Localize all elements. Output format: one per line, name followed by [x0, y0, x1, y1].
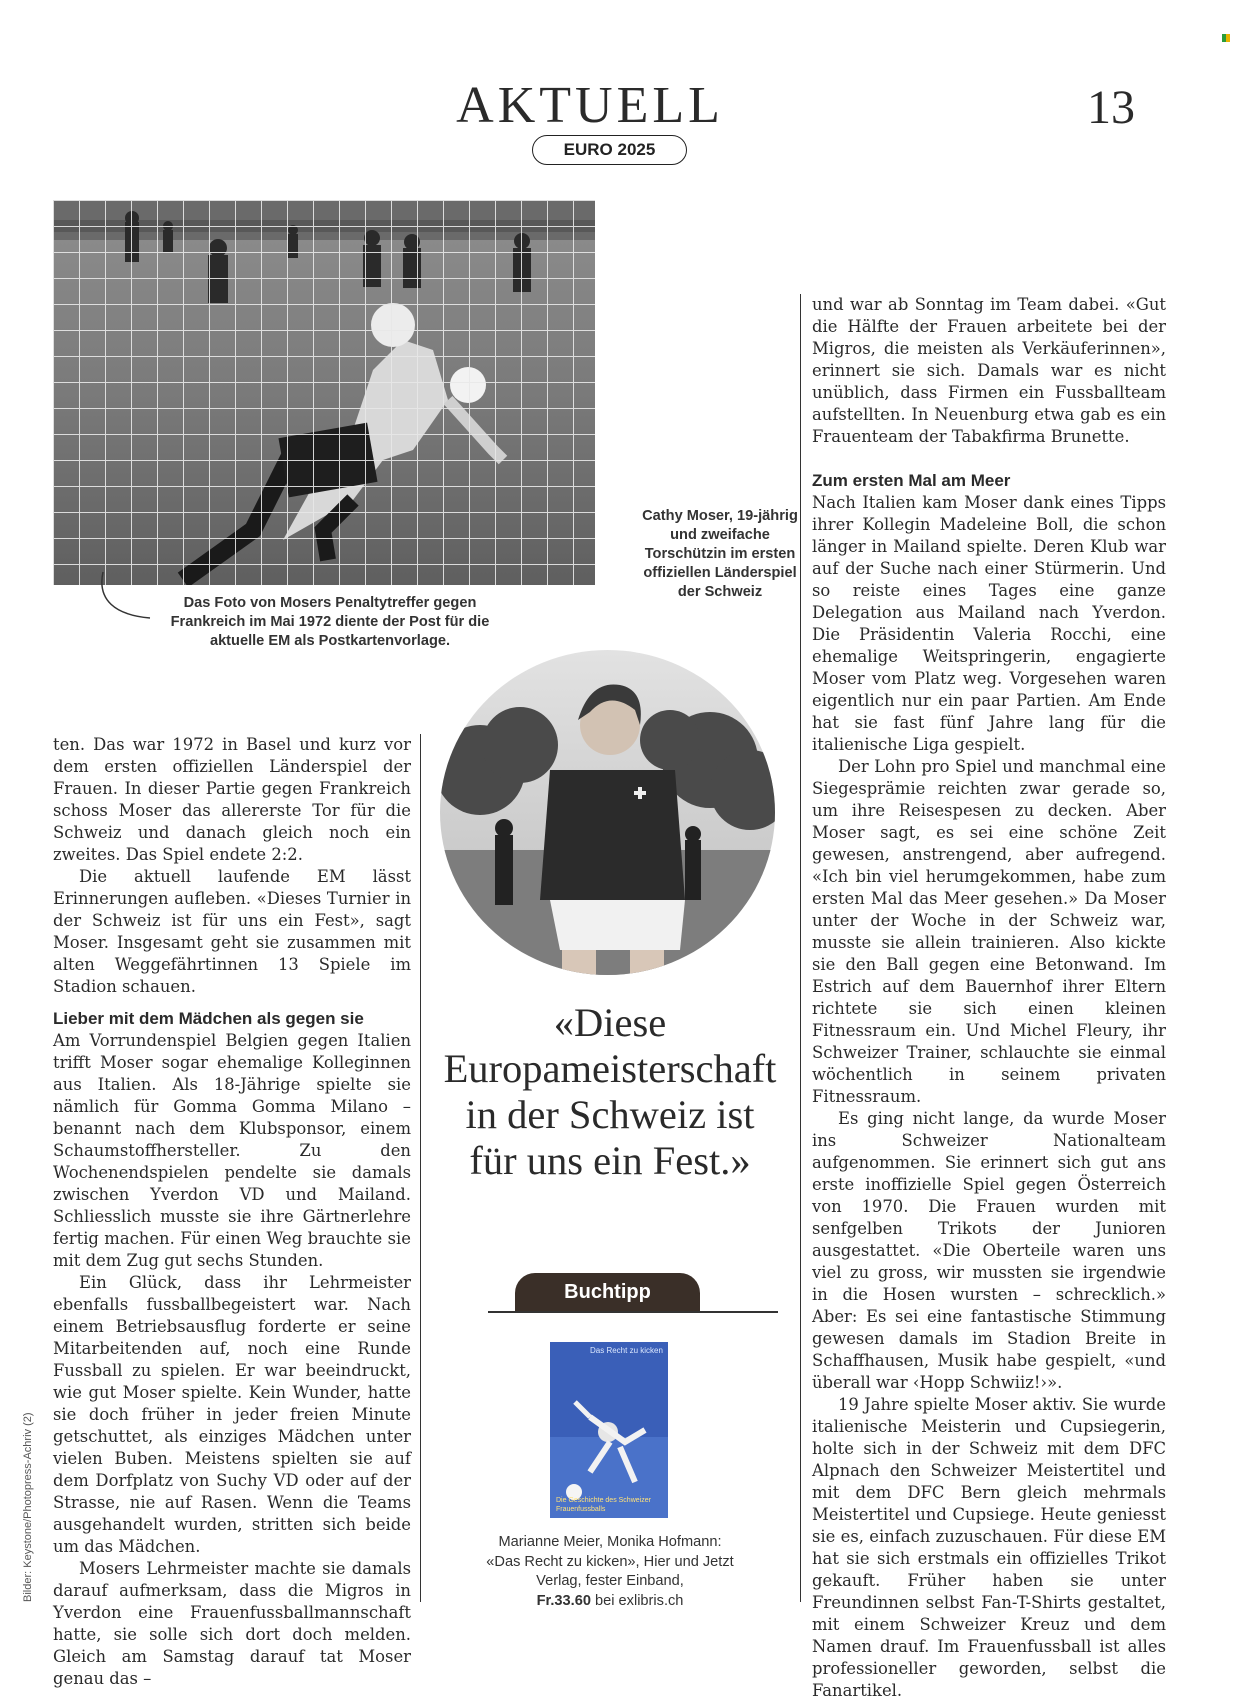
book-title-publisher: «Das Recht zu kicken», Hier und Jetzt Verlag, fester Einband, [486, 1553, 734, 1589]
paragraph: und war ab Sonntag im Team dabei. «Gut die Hälfte der Frauen arbeitete bei der Migros, die meisten als Verkäuferinnen», erinnert sie sich. Damals war es nicht unüblich, dass Firmen ein Fussballteam aufstellten. In Neuenburg etwa gab es ein Frauenteam der Tabakfirma Brunette. [812, 295, 1166, 446]
paragraph: Der Lohn pro Spiel und manchmal eine Siegesprämie reichten zwar gerade so, um ihre Reisespesen zu decken. Aber Moser sagt, es sei eine schöne Zeit gewesen, anstrengend, aber aufregend. «Ich bin viel herumgekommen, habe zum ersten Mal das Meer gesehen.» Da Moser unter der Woche in der Schweiz war, musste sie allein trainieren. Also kickte sie den Ball gegen eine Betonwand. Im Estrich auf dem Bauernhof ihrer Eltern richtete sie sich einen kleinen Fitnessraum ein. Und Michel Fleury, ihr Schweizer Trainer, schlauchte sie einmal wöchentlich in seinem privaten Fitnessraum. [812, 757, 1166, 1106]
paragraph: ten. Das war 1972 in Basel und kurz vor dem ersten offiziellen Länderspiel der Frauen. In dieser Partie gegen Frankreich schoss Moser das allererste Tor für die Schweiz und danach gleich noch ein zweites. Das Spiel endete 2:2. [53, 735, 411, 864]
book-cover-subtitle: Die Geschichte des Schweizer Frauenfussballs [556, 1497, 651, 1513]
paragraph: Die aktuell laufende EM lässt Erinnerungen aufleben. «Dieses Turnier in der Schweiz ist für uns ein Fest», sagt Moser. Insgesamt geht sie zusammen mit alten Weggefährtinnen 13 Spiele im Stadion schauen. [53, 867, 411, 996]
corner-color-mark [1222, 34, 1230, 42]
paragraph: Es ging nicht lange, da wurde Moser ins Schweizer Nationalteam aufgenommen. Sie erinnert sich gut ans erste inoffizielle Spiel gegen Österreich von 1970. Die Frauen wurden mit senfgelben Trikots der Junioren ausgestattet. «Die Oberteile waren uns viel zu gross, wir mussten sie irgendwie in die Hosen wursten – schrecklich.» Aber: Es sei eine fantastische Stimmung gewesen damals im Stadion Breite in Schaffhausen, Musik habe gespielt, «und überall war ‹Hopp Schwiiz!›». [812, 1109, 1166, 1392]
paragraph: 19 Jahre spielte Moser aktiv. Sie wurde italienische Meisterin und Cupsiegerin, holte sich in der Schweiz mit dem DFC Alpnach den Schweizer Meistertitel und mit dem DFC Bern gleich mehrmals Meistertitel und Cupsiege. Heute geniesst sie es, einfach zuzuschauen. Für diese EM hat sie sich erstmals ein offizielles Trikot gekauft. Früher haben sie unter Freundinnen selbst Fan-T-Shirts gestaltet, mit einem Schweizer Kreuz und dem Namen drauf. Im Frauenfussball ist alles professioneller geworden, selbst die Fanartikel. [812, 1395, 1166, 1700]
column-rule-left [420, 734, 421, 1602]
book-tip-header: Buchtipp [515, 1273, 700, 1311]
right-column [812, 294, 1166, 1702]
section-title: AKTUELL [456, 77, 724, 134]
book-shop: bei exlibris.ch [590, 1592, 684, 1609]
subheading: Zum ersten Mal am Meer [812, 471, 1011, 490]
subheading: Lieber mit dem Mädchen als gegen sie [53, 1009, 364, 1028]
paragraph: Ein Glück, dass ihr Lehrmeister ebenfalls fussballbegeistert war. Nach einem Betriebsausflug forderte er seine Mitarbeitenden auf, noch eine Runde Fussball zu spielen. Er war beeindruckt, wie gut Moser spielte. Kein Wunder, hatte sie doch früher in jeder freien Minute getschuttet, als einziges Mädchen unter vielen Buben. Meistens spielten sie auf dem Dorfplatz von Suchy VD oder auf der Strasse, nie auf Rasen. Wenn die Teams ausgehandelt wurden, stritten sich beide um das Mädchen. [53, 1273, 411, 1556]
book-caption [470, 1533, 750, 1611]
paragraph: Am Vorrundenspiel Belgien gegen Italien trifft Moser sogar ehemalige Kolleginnen aus Italien. Als 18-Jährige spielte sie nämlich für Gomma Gomma Milano – benannt nach dem Klubsponsor, einem Schaumstoffhersteller. Zu den Wochenendspielen pendelte sie damals zwischen Yverdon VD und Mailand. Schliesslich musste sie ihre Gärtnerlehre fertig machen. Für einen Weg brauchte sie mit dem Zug gut sechs Stunden. [53, 1031, 411, 1270]
book-authors: Marianne Meier, Monika Hofmann: [498, 1534, 722, 1550]
main-photo-caption: Das Foto von Mosers Penaltytreffer gegen Frankreich im Mai 1972 diente der Post für die aktuelle EM als Postkartenvorlage. [170, 595, 490, 649]
main-photo [53, 200, 595, 585]
book-cover-title: Das Recht zu kicken [590, 1346, 663, 1355]
column-rule-right [800, 294, 801, 1602]
book-tip-rule [488, 1311, 778, 1313]
portrait-caption: Cathy Moser, 19-jährig und zweifache Torschützin im ersten offiziellen Länderspiel der Schweiz [642, 508, 798, 600]
book-price: Fr.33.60 [536, 1592, 591, 1609]
pull-quote: «Diese Europameisterschaft in der Schweiz ist für uns ein Fest.» [443, 1000, 777, 1183]
page-number: 13 [1087, 81, 1135, 134]
photo-credit: Bilder: Keystone/Photopress-Achriv (2) [22, 1412, 34, 1602]
section-tag: EURO 2025 [532, 135, 687, 165]
portrait-photo [440, 650, 775, 975]
book-cover [550, 1342, 668, 1518]
left-column [53, 734, 411, 1690]
paragraph: Mosers Lehrmeister machte sie damals darauf aufmerksam, dass die Migros in Yverdon eine Frauenfussballmannschaft hatte, sie solle sich dort doch melden. Gleich am Samstag darauf tat Moser genau das – [53, 1559, 411, 1688]
paragraph: Nach Italien kam Moser dank eines Tipps ihrer Kollegin Madeleine Boll, die schon länger in Mailand spielte. Deren Klub war auf der Suche nach einer Stürmerin. Und so reiste eines Tages eine ganze Delegation aus Mailand nach Yverdon. Die Präsidentin Valeria Rocchi, eine ehemalige Weitspringerin, engagierte Moser vom Platz weg. Vorgesehen waren eigentlich nur ein paar Partien. Am Ende hat sie fast fünf Jahre lang für die italienische Liga gespielt. [812, 493, 1166, 754]
caption-pointer-line [95, 570, 155, 625]
